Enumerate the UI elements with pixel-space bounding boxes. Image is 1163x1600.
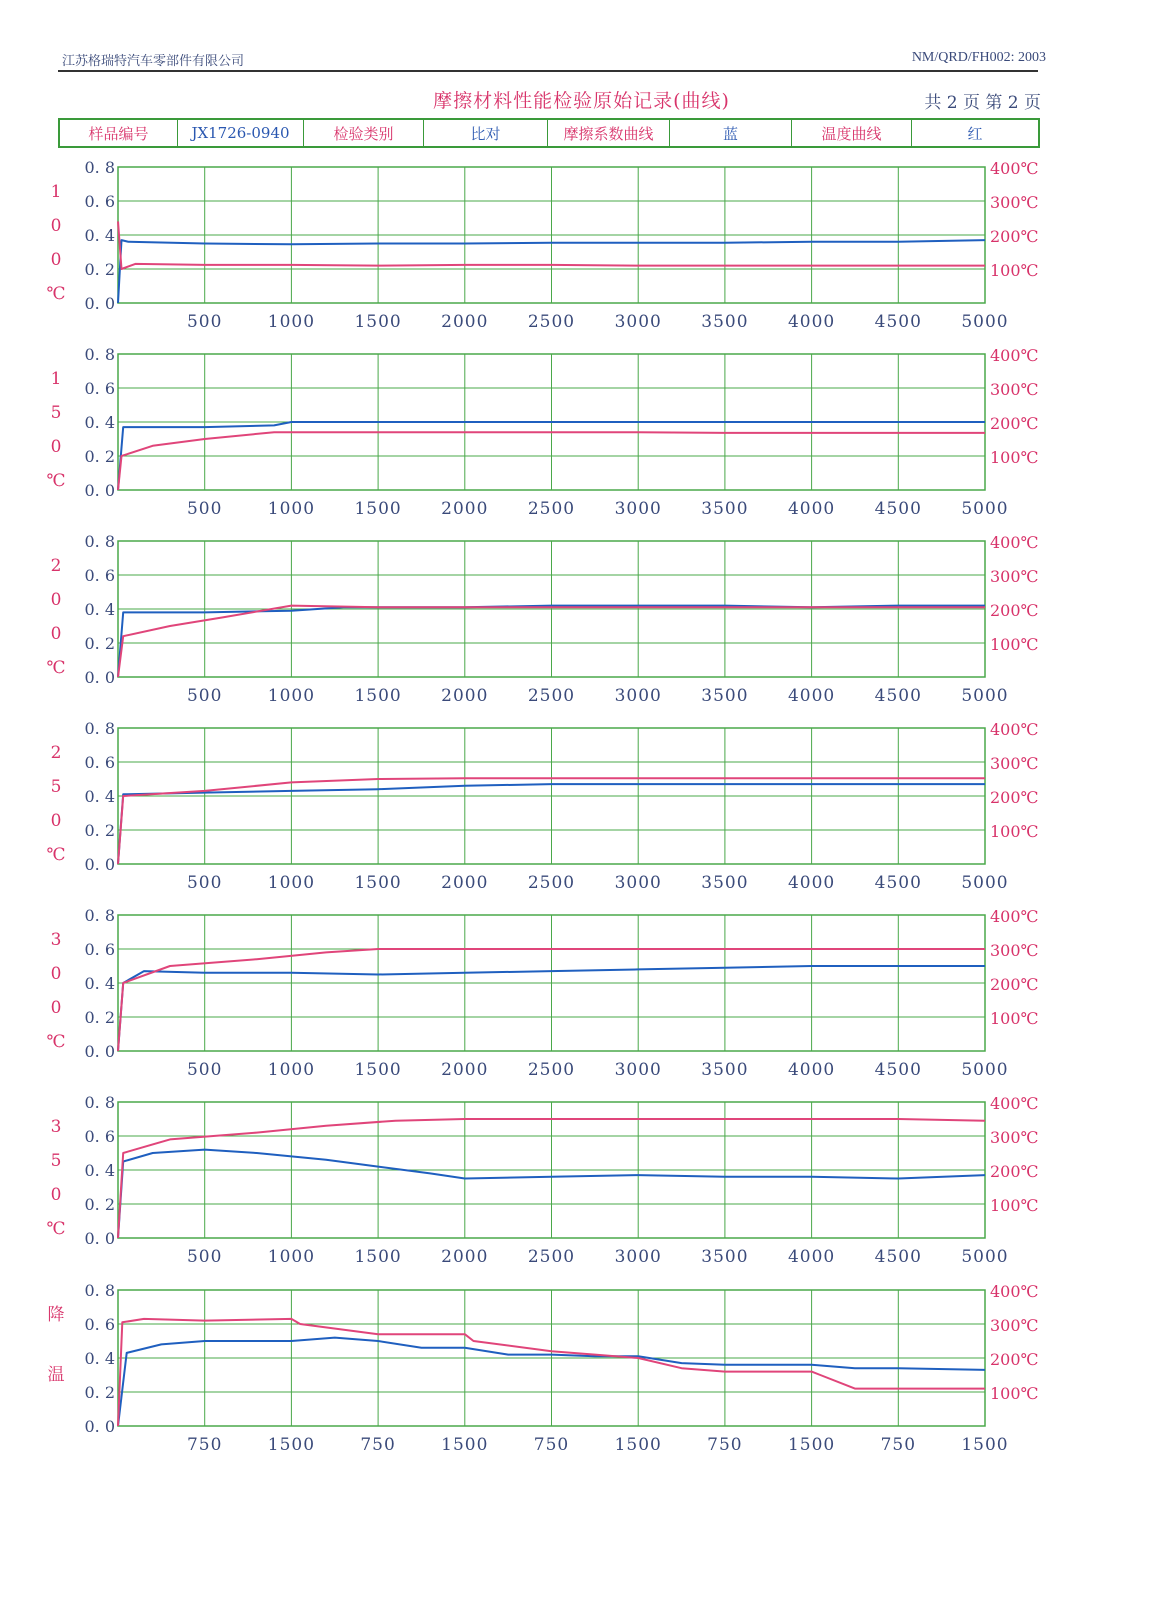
x-tick-label: 2000	[441, 312, 489, 332]
x-tick-label: 1000	[267, 873, 316, 893]
side-label: 降	[47, 1305, 65, 1325]
side-label: 5	[50, 1151, 62, 1171]
page-info: 共 2 页 第 2 页	[924, 93, 1041, 113]
y-right-tick-label: 200℃	[990, 975, 1039, 994]
x-tick-label: 2500	[527, 1060, 576, 1080]
test-type-value: 比对	[424, 120, 548, 146]
y-left-tick-label: 0. 2	[84, 634, 115, 653]
page-title: 摩擦材料性能检验原始记录(曲线)	[433, 90, 730, 112]
y-left-tick-label: 0. 0	[84, 294, 115, 313]
y-left-tick-label: 0. 6	[84, 566, 115, 585]
x-tick-label: 3000	[614, 686, 662, 706]
x-tick-label: 500	[186, 499, 223, 519]
x-tick-label: 1500	[441, 1435, 489, 1455]
side-label: 0	[50, 250, 62, 270]
x-tick-label: 4500	[874, 1247, 922, 1267]
x-tick-label: 2500	[527, 312, 576, 332]
x-tick-label: 4000	[787, 686, 836, 706]
y-right-tick-label: 400℃	[990, 720, 1039, 739]
x-tick-label: 5000	[961, 686, 1009, 706]
x-tick-label: 2000	[441, 1060, 489, 1080]
side-label: 3	[50, 930, 62, 950]
side-label: ℃	[46, 658, 66, 678]
x-tick-label: 2000	[441, 686, 489, 706]
side-label: ℃	[46, 1032, 66, 1052]
side-label: ℃	[46, 284, 66, 304]
x-tick-label: 750	[186, 1435, 223, 1455]
side-label: 3	[50, 1117, 62, 1137]
x-tick-label: 2000	[441, 873, 489, 893]
y-left-tick-label: 0. 4	[84, 226, 115, 245]
y-right-tick-label: 400℃	[990, 346, 1039, 365]
x-tick-label: 1000	[267, 1247, 316, 1267]
x-tick-label: 1500	[787, 1435, 836, 1455]
y-left-tick-label: 0. 8	[84, 906, 115, 925]
y-left-tick-label: 0. 2	[84, 1195, 115, 1214]
x-tick-label: 3000	[614, 499, 662, 519]
x-tick-label: 1500	[267, 1435, 316, 1455]
y-left-tick-label: 0. 8	[84, 532, 115, 551]
x-tick-label: 750	[360, 1435, 396, 1455]
side-label: 2	[50, 743, 62, 763]
x-tick-label: 500	[186, 1060, 223, 1080]
y-left-tick-label: 0. 4	[84, 1349, 115, 1368]
x-tick-label: 750	[707, 1435, 743, 1455]
x-tick-label: 4500	[874, 312, 922, 332]
temperature-curve-label: 温度曲线	[792, 120, 912, 146]
y-right-tick-label: 400℃	[990, 1094, 1039, 1113]
side-label: 0	[50, 964, 62, 984]
x-tick-label: 2000	[441, 499, 489, 519]
y-left-tick-label: 0. 4	[84, 413, 115, 432]
y-right-tick-label: 400℃	[990, 533, 1039, 552]
y-right-tick-label: 200℃	[990, 1162, 1039, 1181]
y-right-tick-label: 100℃	[990, 635, 1039, 654]
x-tick-label: 1000	[267, 312, 316, 332]
x-tick-label: 3500	[701, 873, 749, 893]
x-tick-label: 500	[186, 873, 223, 893]
company-name: 江苏格瑞特汽车零部件有限公司	[62, 54, 245, 69]
y-right-tick-label: 300℃	[990, 941, 1039, 960]
y-left-tick-label: 0. 8	[84, 719, 115, 738]
x-tick-label: 5000	[961, 873, 1009, 893]
x-tick-label: 1500	[354, 1060, 402, 1080]
x-tick-label: 1500	[614, 1435, 662, 1455]
y-right-tick-label: 200℃	[990, 414, 1039, 433]
side-label: 5	[50, 777, 62, 797]
x-tick-label: 2500	[527, 499, 576, 519]
friction-curve-label: 摩擦系数曲线	[548, 120, 670, 146]
y-right-tick-label: 400℃	[990, 1282, 1039, 1301]
x-tick-label: 4000	[787, 1247, 836, 1267]
y-right-tick-label: 300℃	[990, 193, 1039, 212]
y-left-tick-label: 0. 8	[84, 345, 115, 364]
side-label: 0	[50, 590, 62, 610]
y-left-tick-label: 0. 6	[84, 192, 115, 211]
x-tick-label: 4000	[787, 312, 836, 332]
x-tick-label: 2500	[527, 686, 576, 706]
x-tick-label: 3500	[701, 1247, 749, 1267]
x-tick-label: 2500	[527, 1247, 576, 1267]
side-label: 2	[50, 556, 62, 576]
side-label: 5	[50, 403, 62, 423]
x-tick-label: 1500	[354, 873, 402, 893]
side-label: 0	[50, 1185, 62, 1205]
document-number: NM/QRD/FH002: 2003	[911, 50, 1046, 65]
side-label: ℃	[46, 845, 66, 865]
y-right-tick-label: 400℃	[990, 159, 1039, 178]
side-label: 1	[50, 182, 62, 202]
y-left-tick-label: 0. 0	[84, 1417, 115, 1436]
side-label: 0	[50, 998, 62, 1018]
y-left-tick-label: 0. 2	[84, 821, 115, 840]
x-tick-label: 1500	[354, 686, 402, 706]
x-tick-label: 5000	[961, 1247, 1009, 1267]
x-tick-label: 1000	[267, 686, 316, 706]
y-right-tick-label: 300℃	[990, 1316, 1039, 1335]
y-left-tick-label: 0. 0	[84, 481, 115, 500]
side-label: 温	[47, 1365, 65, 1385]
y-left-tick-label: 0. 0	[84, 1229, 115, 1248]
y-left-tick-label: 0. 6	[84, 940, 115, 959]
x-tick-label: 3500	[701, 312, 749, 332]
y-right-tick-label: 300℃	[990, 1128, 1039, 1147]
y-left-tick-label: 0. 6	[84, 1315, 115, 1334]
y-right-tick-label: 200℃	[990, 1350, 1039, 1369]
x-tick-label: 750	[880, 1435, 917, 1455]
x-tick-label: 750	[533, 1435, 570, 1455]
x-tick-label: 1500	[961, 1435, 1009, 1455]
y-left-tick-label: 0. 6	[84, 753, 115, 772]
y-right-tick-label: 200℃	[990, 227, 1039, 246]
x-tick-label: 4500	[874, 873, 922, 893]
y-right-tick-label: 100℃	[990, 822, 1039, 841]
x-tick-label: 4500	[874, 1060, 922, 1080]
test-type-label: 检验类别	[304, 120, 424, 146]
y-right-tick-label: 200℃	[990, 788, 1039, 807]
y-left-tick-label: 0. 2	[84, 260, 115, 279]
side-label: ℃	[46, 471, 66, 491]
x-tick-label: 500	[186, 312, 223, 332]
y-left-tick-label: 0. 4	[84, 600, 115, 619]
x-tick-label: 3500	[701, 499, 749, 519]
x-tick-label: 500	[186, 1247, 223, 1267]
x-tick-label: 4000	[787, 1060, 836, 1080]
x-tick-label: 5000	[961, 499, 1009, 519]
y-left-tick-label: 0. 0	[84, 1042, 115, 1061]
y-right-tick-label: 100℃	[990, 261, 1039, 280]
x-tick-label: 3000	[614, 312, 662, 332]
y-left-tick-label: 0. 6	[84, 379, 115, 398]
x-tick-label: 1000	[267, 499, 316, 519]
x-tick-label: 1000	[267, 1060, 316, 1080]
y-left-tick-label: 0. 8	[84, 1093, 115, 1112]
x-tick-label: 5000	[961, 1060, 1009, 1080]
sample-no-label: 样品编号	[60, 120, 178, 146]
temperature-curve-color: 红	[967, 124, 983, 143]
y-left-tick-label: 0. 4	[84, 787, 115, 806]
y-left-tick-label: 0. 0	[84, 855, 115, 874]
x-tick-label: 4500	[874, 686, 922, 706]
y-right-tick-label: 300℃	[990, 754, 1039, 773]
x-tick-label: 1500	[354, 1247, 402, 1267]
y-left-tick-label: 0. 8	[84, 158, 115, 177]
x-tick-label: 4000	[787, 499, 836, 519]
y-right-tick-label: 400℃	[990, 907, 1039, 926]
y-left-tick-label: 0. 4	[84, 1161, 115, 1180]
y-right-tick-label: 100℃	[990, 1009, 1039, 1028]
x-tick-label: 3000	[614, 1060, 662, 1080]
x-tick-label: 2500	[527, 873, 576, 893]
friction-curve-color: 蓝	[670, 120, 792, 146]
x-tick-label: 4500	[874, 499, 922, 519]
side-label: 0	[50, 624, 62, 644]
side-label: 1	[50, 369, 62, 389]
y-left-tick-label: 0. 4	[84, 974, 115, 993]
side-label: 0	[50, 811, 62, 831]
y-left-tick-label: 0. 0	[84, 668, 115, 687]
x-tick-label: 3500	[701, 686, 749, 706]
x-tick-label: 3000	[614, 1247, 662, 1267]
x-tick-label: 3000	[614, 873, 662, 893]
y-right-tick-label: 200℃	[990, 601, 1039, 620]
x-tick-label: 2000	[441, 1247, 489, 1267]
x-tick-label: 500	[186, 686, 223, 706]
y-right-tick-label: 300℃	[990, 380, 1039, 399]
side-label: ℃	[46, 1219, 66, 1239]
x-tick-label: 3500	[701, 1060, 749, 1080]
side-label: 0	[50, 437, 62, 457]
sample-no-value: JX1726-0940	[178, 120, 304, 146]
y-left-tick-label: 0. 6	[84, 1127, 115, 1146]
y-left-tick-label: 0. 2	[84, 447, 115, 466]
y-left-tick-label: 0. 2	[84, 1008, 115, 1027]
y-left-tick-label: 0. 2	[84, 1383, 115, 1402]
x-tick-label: 4000	[787, 873, 836, 893]
x-tick-label: 1500	[354, 312, 402, 332]
x-tick-label: 5000	[961, 312, 1009, 332]
side-label: 0	[50, 216, 62, 236]
y-right-tick-label: 100℃	[990, 1384, 1039, 1403]
x-tick-label: 1500	[354, 499, 402, 519]
y-left-tick-label: 0. 8	[84, 1281, 115, 1300]
y-right-tick-label: 100℃	[990, 1196, 1039, 1215]
y-right-tick-label: 300℃	[990, 567, 1039, 586]
y-right-tick-label: 100℃	[990, 448, 1039, 467]
